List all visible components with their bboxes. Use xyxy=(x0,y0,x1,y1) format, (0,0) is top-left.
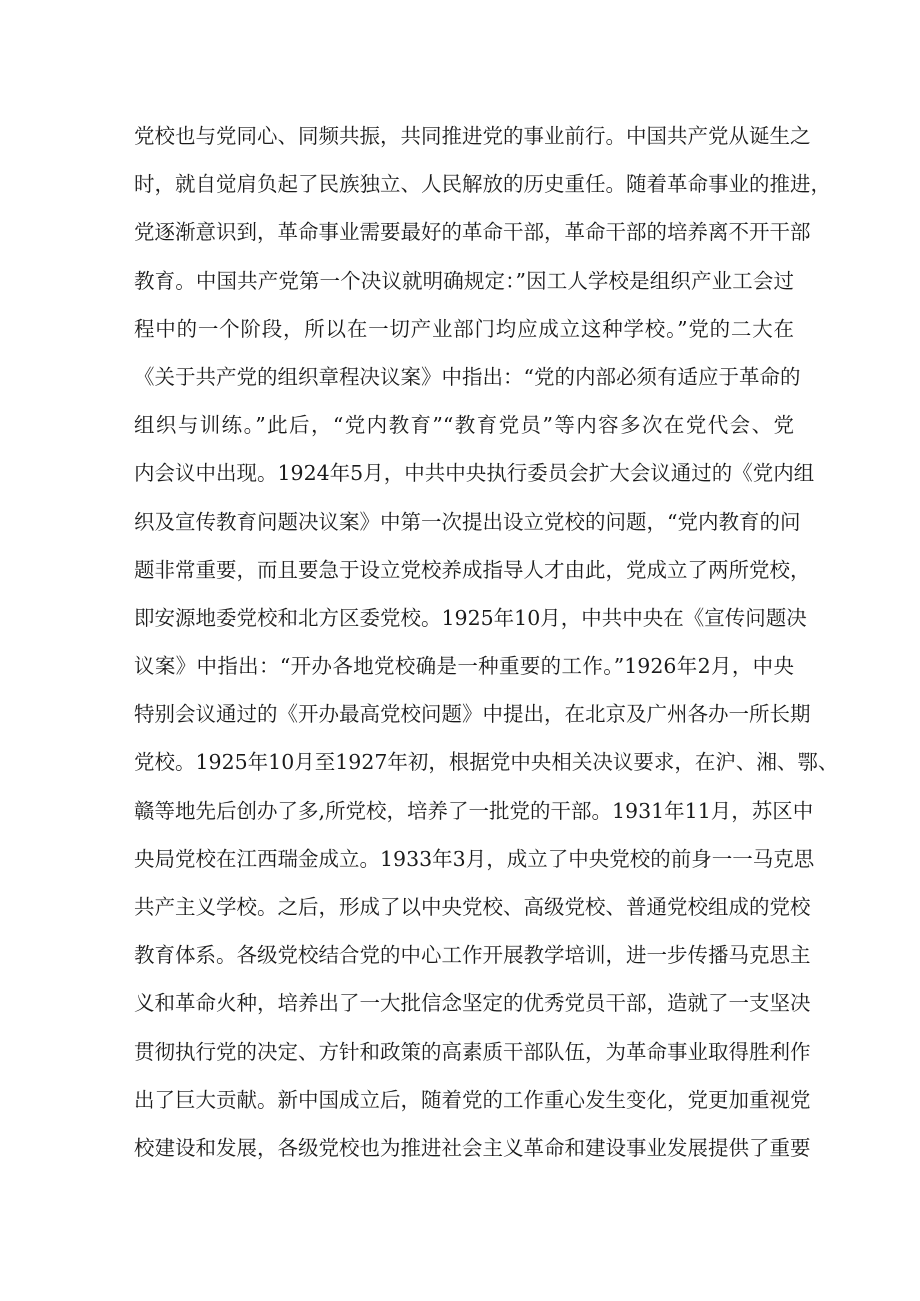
text-line: 时，就自觉肩负起了民族独立、人民解放的历史重任。随着革命事业的推进， xyxy=(134,172,831,197)
text-line: 议案》中指出：“开办各地党校确是一种重要的工作。”1926年2月，中央 xyxy=(134,654,794,679)
text-line: 校建设和发展，各级党校也为推进社会主义革命和建设事业发展提供了重要 xyxy=(134,1135,811,1160)
text-line: 央局党校在江西瑞金成立。1933年3月，成立了中央党校的前身一一马克思 xyxy=(134,846,815,871)
text-line: 赣等地先后创办了多,所党校，培养了一批党的干部。1931年11月，苏区中 xyxy=(134,798,814,823)
text-line: 教育。中国共产党第一个决议就明确规定：”因工人学校是组织产业工会过 xyxy=(134,268,794,293)
text-line: 特别会议通过的《开办最高党校问题》中提出，在北京及广州各办一所长期 xyxy=(134,702,811,727)
text-line: 出了巨大贡献。新中国成立后，随着党的工作重心发生变化，党更加重视党 xyxy=(134,1087,811,1112)
text-line: 即安源地委党校和北方区委党校。1925年10月，中共中央在《宣传问题决 xyxy=(134,605,807,630)
text-line: 织及宣传教育问题决议案》中第一次提出设立党校的问题，“党内教育的问 xyxy=(134,509,801,534)
text-line: 共产主义学校。之后，形成了以中央党校、高级党校、普通党校组成的党校 xyxy=(134,895,811,919)
text-line: 题非常重要，而且要急于设立党校养成指导人才由此，党成立了两所党校， xyxy=(134,557,811,582)
text-line: 党逐渐意识到，革命事业需要最好的革命干部，革命干部的培养离不开干部 xyxy=(134,220,811,245)
text-line: 党校。1925年10月至1927年初，根据党中央相关决议要求，在沪、湘、鄂、 xyxy=(134,750,839,775)
body-paragraph xyxy=(134,112,839,1172)
text-line: 党校也与党同心、同频共振，共同推进党的事业前行。中国共产党从诞生之 xyxy=(134,124,811,148)
text-line: 组织与训练。”此后，“党内教育”“教育党员”等内容多次在党代会、党 xyxy=(134,413,794,438)
text-line: 贯彻执行党的决定、方针和政策的高素质干部队伍，为革命事业取得胜利作 xyxy=(134,1039,811,1064)
text-line: 程中的一个阶段，所以在一切产业部门均应成立这种学校。”党的二大在 xyxy=(134,316,794,341)
text-line: 内会议中出现。1924年5月，中共中央执行委员会扩大会议通过的《党内组 xyxy=(134,461,815,486)
text-line: 《关于共产党的组织章程决议案》中指出：“党的内部必须有适应于革命的 xyxy=(134,364,801,389)
text-line: 教育体系。各级党校结合党的中心工作开展教学培训，进一步传播马克思主 xyxy=(134,943,811,968)
text-line: 义和革命火种，培养出了一大批信念坚定的优秀党员干部，造就了一支坚决 xyxy=(134,991,811,1016)
